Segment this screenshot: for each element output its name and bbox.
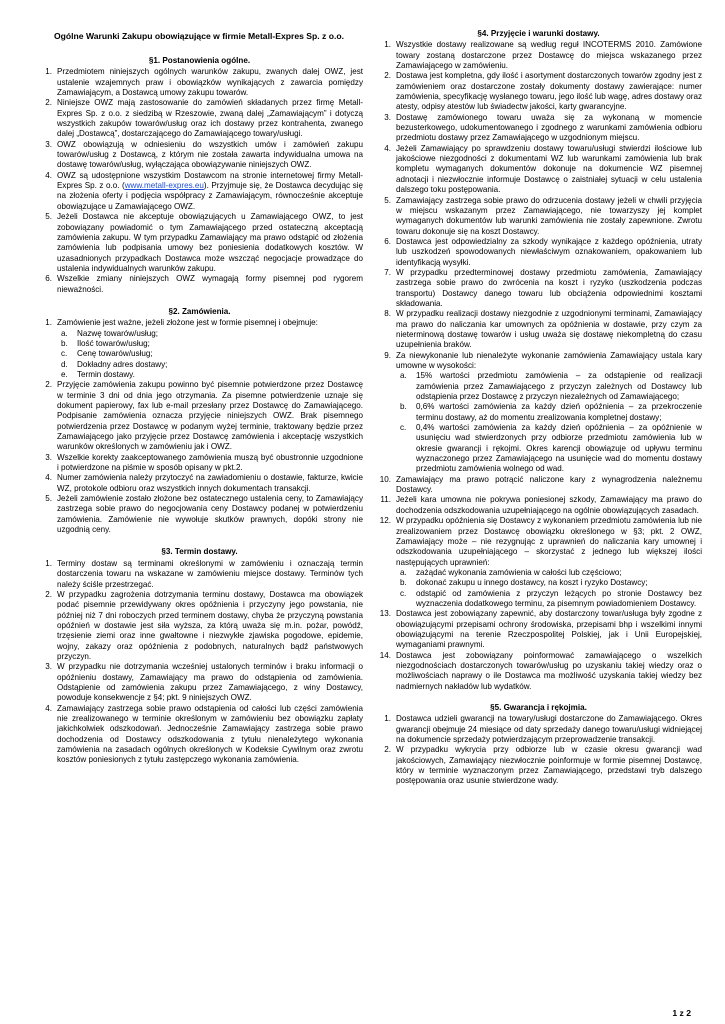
list-item (36, 380, 363, 452)
item-text: Wszelkie korekty zaakceptowanego zamówienia muszą być obustronnie uzgodnione i potwierdzone na piśmie w sposób opisany w pkt.2. (57, 452, 363, 473)
item-text: Jeżeli kara umowna nie pokrywa poniesionej szkody, Zamawiający ma prawo do dochodzenia odszkodowania uzupełniającego na ogólnie obowiązujących zasadach. (396, 495, 702, 515)
sub-item-text: Nazwę towarów/usług; (77, 328, 158, 338)
list-item (36, 453, 363, 474)
item-text: Zamawiający zastrzega sobie prawo do odrzucenia dostawy jeżeli w chwili przyjęcia w miejscu wskazanym przez Zamawiającego, nie towarzyszy jej komplet wymaganych dokumentów lub warunki zamówienia nie zostały zapewnione. Zwrotu towaru dokonuje się na koszt Dostawcy. (396, 195, 702, 236)
sub-list-item (57, 360, 363, 370)
sub-list (57, 329, 363, 381)
section-heading: §2. Zamówienia. (168, 306, 231, 316)
item-text: Zamówienie jest ważne, jeżeli złożone jest w formie pisemnej i obejmuje: (57, 318, 318, 328)
list-item (375, 745, 702, 786)
item-number: 2. (45, 380, 52, 390)
item-number: 12. (379, 516, 391, 526)
item-number: 3. (45, 452, 52, 462)
item-number: 1. (45, 67, 52, 77)
item-number: 13. (379, 609, 391, 619)
list-item (375, 40, 702, 71)
section-heading: §3. Termin dostawy. (161, 547, 238, 557)
item-text: W przypadku nie dotrzymania wcześniej ustalonych terminów i braku informacji o opóźnieniu dostawy, Zamawiający ma prawo do odstąpienia od zamówienia. Odstąpienie od zamówienia zakupu przez Zamawiającego, z winy Dostawcy, powoduje konsekwencje z §4; pkt. 9 niniejszych OWZ. (57, 662, 363, 703)
sub-item-text: Cenę towarów/usług; (77, 349, 153, 359)
sub-list-item (57, 349, 363, 359)
section-list (36, 67, 363, 295)
sub-item-letter: b. (400, 578, 407, 588)
list-item (36, 590, 363, 662)
sub-item-text: 0,4% wartości zamówienia za każdy dzień opóźnienia – za opóźnienie w usunięciu wad stwierdzonych przy odbiorze przedmiotu zamówienia lub w okresie gwarancji i rękojmi. Okres karencji obowiązuje od upływu terminu wyznaczonego przez Zamawiającego na usunięcie wad do momentu dostawy przedmiotu zamówienia wolnego od wad. (416, 423, 702, 474)
document-title: Ogólne Warunki Zakupu obowiązujące w firmie Metall-Expres Sp. z o.o. (53, 31, 344, 41)
item-text: W przypadku wykrycia przy odbiorze lub w czasie okresu gwarancji wad jakościowych, Zamawiający niezwłocznie poinformuje w formie pisemnej Dostawcę, który w terminie wyznaczonym przez Zamawiającego, przedstawi tryb dalszego postępowania oraz usunie stwierdzone wady. (396, 745, 702, 786)
item-text: Numer zamówienia należy przytoczyć na zawiadomieniu o dostawie, fakturze, kwicie WZ, protokole odbioru oraz wszystkich innych dokumentach transakcji. (57, 473, 363, 493)
sub-item-letter: e. (61, 369, 68, 379)
sub-list-item (396, 371, 702, 402)
sub-list-item (57, 339, 363, 349)
item-number: 5. (45, 494, 52, 504)
section-heading: §5. Gwarancja i rękojmia. (490, 703, 587, 712)
item-number: 1. (45, 558, 52, 568)
sub-item-text: 15% wartości przedmiotu zamówienia – za odstąpienie od realizacji zamówienia przez Zamawiającego z przyczyn zależnych od Dostawcy lub odstąpienia przez Dostawcę z przyczyn niezależnych od Zamawiającego; (416, 371, 702, 402)
item-text: W przypadku realizacji dostawy niezgodnie z uzgodnionymi terminami, Zamawiający ma prawo do naliczania kar umownych za opóźnienia w dostawie, przy czym za nieterminową dostawę towarów i usług uważa się dostawę niekompletną do czasu uzupełnienia braków. (396, 309, 702, 350)
item-number: 14. (379, 650, 391, 660)
item-text: Dostawca jest zobowiązany poinformować zamawiającego o wszelkich niezgodnościach dostarczonych towarów/usług po uzyskaniu takiej wiedzy oraz o możliwościach naprawy o ile Dostawca ma możliwość uzyskania takiej wiedzy bez nadmiernych nakładów lub wydatków. (396, 650, 702, 691)
list-item (36, 212, 363, 274)
item-text: Jeżeli Dostawca nie akceptuje obowiązujących u Zamawiającego OWZ, to jest zobowiązany powiadomić o tym Zamawiającego przed ostateczną akceptacją zamówienia zakupu. W tym przypadku Zamawiający ma prawo odstąpić od złożenia zamówienia lub podpisania umowy bez poniesienia dodatkowych kosztów. W uzasadnionych przypadkach Dostawca może wszcząć negocjacje prowadzące do ustalenia indywidualnych warunków zakupu. (57, 212, 363, 273)
item-text: W przypadku przedterminowej dostawy przedmiotu zamówienia, Zamawiający zastrzega sobie prawo do zwrócenia na koszt i ryzyko (uszkodzenia podczas transportu) Dostawcy danego towaru lub obciążenia odpowiednimi kosztami składowania. (396, 267, 702, 308)
sub-list-item (396, 423, 702, 475)
sub-item-letter: d. (61, 359, 68, 369)
sub-item-text: dokonać zakupu u innego dostawcy, na koszt i ryzyko Dostawcy; (416, 578, 648, 588)
item-number: 4. (45, 170, 52, 180)
list-item (375, 309, 702, 350)
item-text: Jeżeli Zamawiający po sprawdzeniu dostawy towaru/usługi stwierdzi ilościowe lub jakościowe niezgodności z dokumentami WZ lub warunkami zamówienia lub brak kompletu wymaganych dokumentów dokonuje na dokumencie WZ pisemnej adnotacji i niezwłocznie informuje Dostawcę o zaistniałej sytuacji w celu ustalenia dalszego toku postępowania. (396, 143, 702, 195)
list-item (375, 113, 702, 144)
list-item (375, 71, 702, 112)
sub-item-text: Dokładny adres dostawy; (77, 359, 168, 369)
list-item (36, 140, 363, 171)
item-text: OWZ obowiązują w odniesieniu do wszystkich umów i zamówień zakupu towarów/usług z Dostawcą, z którym nie została zawarta indywidualna umowa na dostawę towarów/usług, wyłączająca obowiązywanie niniejszych OWZ. (57, 139, 363, 170)
sub-item-text: Termin dostawy. (77, 369, 135, 379)
sub-item-letter: b. (61, 338, 68, 348)
sub-item-letter: c. (400, 588, 407, 598)
item-text: Jeżeli zamówienie zostało złożone bez ostatecznego ustalenia ceny, to Zamawiający zastrzega sobie prawo do negocjowania ceny Dostawcy podanej w potwierdzeniu zamówienia. Zamówienie nie wywołuje skutków prawnych, dopóki strony nie uzgodnią ceny. (57, 494, 363, 535)
list-item (36, 704, 363, 766)
list-item (375, 495, 702, 516)
item-number: 6. (45, 274, 52, 284)
item-text: W przypadku opóźnienia się Dostawcy z wykonaniem przedmiotu zamówienia lub nie zrealizowaniem przez Dostawcę obowiązku określonego w §3; pkt. 2 OWZ, Zamawiający może – nie rezygnując z uprawnień do naliczania kary umownej i odszkodowania uzupełniającego – skorzystać z jednego lub większej ilości następujących uprawnień: (396, 516, 702, 567)
sub-list-item (57, 329, 363, 339)
list-item (375, 651, 702, 692)
section-list (375, 40, 702, 692)
item-number: 3. (45, 662, 52, 672)
item-text: Dostawa jest kompletna, gdy ilość i asortyment dostarczonych towarów zgodny jest z zamówieniem oraz dostarczone zostały dokumenty dostawy zawierające: numer zamówienia, specyfikację wysłanego towaru, jego ilość lub wagę, adres dostawy oraz atesty, odpisy atestów lub świadectw jakości, karty gwarancyjne. (396, 71, 702, 112)
item-number: 4. (384, 143, 391, 153)
item-number: 2. (45, 589, 52, 599)
left-column (36, 56, 363, 766)
item-number: 3. (45, 139, 52, 149)
website-link[interactable]: www.metall-expres.eu (124, 181, 204, 191)
item-number: 11. (380, 495, 391, 505)
item-number: 7. (384, 267, 391, 277)
sub-list-item (396, 578, 702, 588)
item-number: 6. (384, 236, 391, 246)
list-item (375, 196, 702, 237)
section-heading: §1. Postanowienia ogólne. (148, 56, 251, 65)
item-text: Wszystkie dostawy realizowane są według reguł INCOTERMS 2010. Zamówione towary zostaną dostarczone przez Dostawcę do miejsca wskazanego przez Zamawiającego w zamówieniu. (396, 40, 702, 71)
item-text: Dostawę zamówionego towaru uważa się za wykonaną w momencie bezusterkowego, udokumentowanego i zgodnego z warunkami zamówienia odbioru przedmiotu dostawy przez Zamawiającego w uzgodnionym miejscu. (396, 112, 702, 143)
item-number: 3. (384, 112, 391, 122)
item-number: 5. (384, 195, 391, 205)
item-text: Dostawca jest odpowiedzialny za szkody wynikające z każdego opóźnienia, utraty lub uszkodzeń spowodowanych niewłaściwym oznakowaniem, opakowaniem lub identyfikacją wysyłki. (396, 236, 702, 267)
item-number: 10. (379, 474, 391, 484)
sub-list (396, 568, 702, 609)
item-text: Zamawiający ma prawo potrącić naliczone kary z wynagrodzenia należnemu Dostawcy. (396, 474, 702, 495)
sub-list-item (396, 589, 702, 610)
list-item (375, 351, 702, 475)
sub-item-letter: a. (400, 371, 407, 381)
item-text: Zamawiający zastrzega sobie prawo odstąpienia od całości lub części zamówienia nie zrealizowanego w terminie określonym w zamówieniu bez obowiązku zapłaty jakichkolwiek odszkodowań. Jednocześnie Zamawiający zastrzega sobie prawo dochodzenia od Dostawcy odszkodowania z tytułu nienależytego wykonania zamówienia na zasadach ogólnych określonych w Kodeksie Cywilnym oraz zwrotu kosztów poniesionych z tytułu zastępczego wykonania zamówienia. (57, 703, 363, 765)
item-text: ). Przyjmuje się, że Dostawca decydując się na złożenia oferty i podjęcia współpracy z Zamawiającym, równocześnie akceptuje obowiązujące u Zamawiającego OWZ. (57, 181, 363, 211)
item-number: 2. (45, 98, 52, 108)
item-number: 2. (384, 71, 391, 81)
sub-item-letter: b. (400, 402, 407, 412)
item-number: 1. (384, 714, 391, 724)
list-item (36, 67, 363, 98)
section-list (36, 559, 363, 766)
item-number: 1. (384, 40, 391, 50)
list-item (375, 475, 702, 496)
item-number: 4. (45, 473, 52, 483)
item-text: Za niewykonanie lub nienależyte wykonanie zamówienia Zamawiający ustala kary umowne w wysokości: (396, 350, 702, 370)
section-list (36, 318, 363, 535)
sub-item-text: 0,6% wartości zamówienia za każdy dzień opóźnienia – za przekroczenie terminu dostawy, aż do momentu zrealizowania kompletnej dostawy; (416, 402, 702, 422)
item-text: Niniejsze OWZ mają zastosowanie do zamówień składanych przez firmę Metall-Expres Sp. z o.o. z siedzibą w Rzeszowie, zwaną dalej „Zamawiającym” i dotyczą wszystkich zakupów towarów/usług oraz ich dostawy przez kontrahenta, zwanego dalej „Dostawcą”, dostarczającego do Zamawiającego towary/usługi. (57, 98, 363, 139)
sub-item-letter: c. (61, 349, 68, 359)
section-list (375, 714, 702, 786)
list-item (36, 473, 363, 494)
sub-list-item (396, 402, 702, 423)
item-text: Terminy dostaw są terminami określonymi w zamówieniu i oznaczają termin dostarczenia towaru na wskazane w zamówieniu miejsce dostawy. Terminów tych należy ściśle przestrzegać. (57, 558, 363, 589)
list-item (36, 662, 363, 703)
list-item (36, 98, 363, 139)
item-text: Przedmiotem niniejszych ogólnych warunków zakupu, zwanych dalej OWZ, jest ustalenie wzajemnych praw i obowiązków wynikających z zawarcia pomiędzy Zamawiającym, a Dostawcą umowy zakupu towarów. (57, 67, 363, 98)
sub-item-letter: a. (61, 328, 68, 338)
list-item (375, 237, 702, 268)
sub-item-text: zażądać wykonania zamówienia w całości lub częściowo; (416, 567, 622, 577)
list-item (36, 559, 363, 590)
sub-list-item (396, 568, 702, 578)
item-number: 1. (45, 318, 52, 328)
page-number: 1 z 2 (672, 1008, 691, 1018)
list-item (36, 494, 363, 535)
right-column (375, 29, 702, 787)
item-text: Dostawca jest zobowiązany zapewnić, aby dostarczony towar/usługa były zgodne z obowiązującymi przepisami ochrony środowiska, przepisami bhp i wszelkimi innymi obowiązującymi na terenie Rzeczpospolitej Polskiej, jak i Unii Europejskiej, wymaganiami prawnymi. (396, 609, 702, 650)
item-number: 8. (384, 309, 391, 319)
list-item (375, 268, 702, 309)
item-number: 4. (45, 703, 52, 713)
list-item (36, 274, 363, 295)
list-item (375, 144, 702, 196)
item-number: 2. (384, 745, 391, 755)
item-text: Dostawca udzieli gwarancji na towary/usługi dostarczone do Zamawiającego. Okres gwarancji obejmuje 24 miesiące od daty sprzedaży danego towaru/usługi widniejącej na dokumencie sprzedaży potwierdzającym przeprowadzenie transakcji. (396, 714, 702, 745)
section-heading: §4. Przyjęcie i warunki dostawy. (477, 29, 600, 38)
item-number: 9. (384, 350, 391, 360)
list-item (36, 171, 363, 212)
list-item (36, 318, 363, 380)
item-number: 5. (45, 212, 52, 222)
item-text: Wszelkie zmiany niniejszych OWZ wymagają formy pisemnej pod rygorem nieważności. (57, 274, 363, 294)
sub-item-letter: a. (400, 567, 407, 577)
list-item (375, 516, 702, 609)
item-text: W przypadku zagrożenia dotrzymania terminu dostawy, Dostawca ma obowiązek podać pisemnie przewidywany okres opóźnienia i przyczyny jego powstania, nie później niż 7 dni roboczych przed terminem dostawy, chyba że przyczyną powstania opóźnień w dostawie jest siła wyższa, za którą uważa się m.in. pożar, powódź, trzęsienie ziemi oraz inne gwałtowne i niezwykłe zjawiska pogodowe, epidemie, wojny, zakazy oraz opóźnienia z podobnych, naturalnych bądź państwowych przyczyn. (57, 589, 363, 661)
sub-item-text: odstąpić od zamówienia z przyczyn leżących po stronie Dostawcy bez wyznaczenia dodatkowego terminu, za pisemnym powiadomieniem Dostawcy. (416, 588, 702, 608)
sub-list-item (57, 370, 363, 380)
list-item (375, 609, 702, 650)
item-text: Przyjęcie zamówienia zakupu powinno być pisemnie potwierdzone przez Dostawcę w terminie 3 dni od dnia jego otrzymania. Za pisemne potwierdzenie uznaje się dokument papierowy, fax lub e-mail przesłany przez Dostawcę do Zamawiającego. Podpisanie zamówienia oznacza przyjęcie niniejszych OWZ. Brak pisemnego potwierdzenia przez Dostawcę w podanym wyżej terminie, traktowany będzie przez Zamawiającego jako przyjęcie przez Dostawcę zamówienia i akceptację wszystkich warunków określonych w zamówieniu jak i OWZ. (57, 380, 363, 452)
sub-item-letter: c. (400, 423, 407, 433)
item-text: OWZ są udostępnione wszystkim Dostawcom na stronie internetowej firmy Metall-Expres Sp. z o.o. ( (57, 170, 363, 191)
sub-list (396, 371, 702, 474)
list-item (375, 714, 702, 745)
sub-item-text: Ilość towarów/usług; (77, 338, 150, 348)
